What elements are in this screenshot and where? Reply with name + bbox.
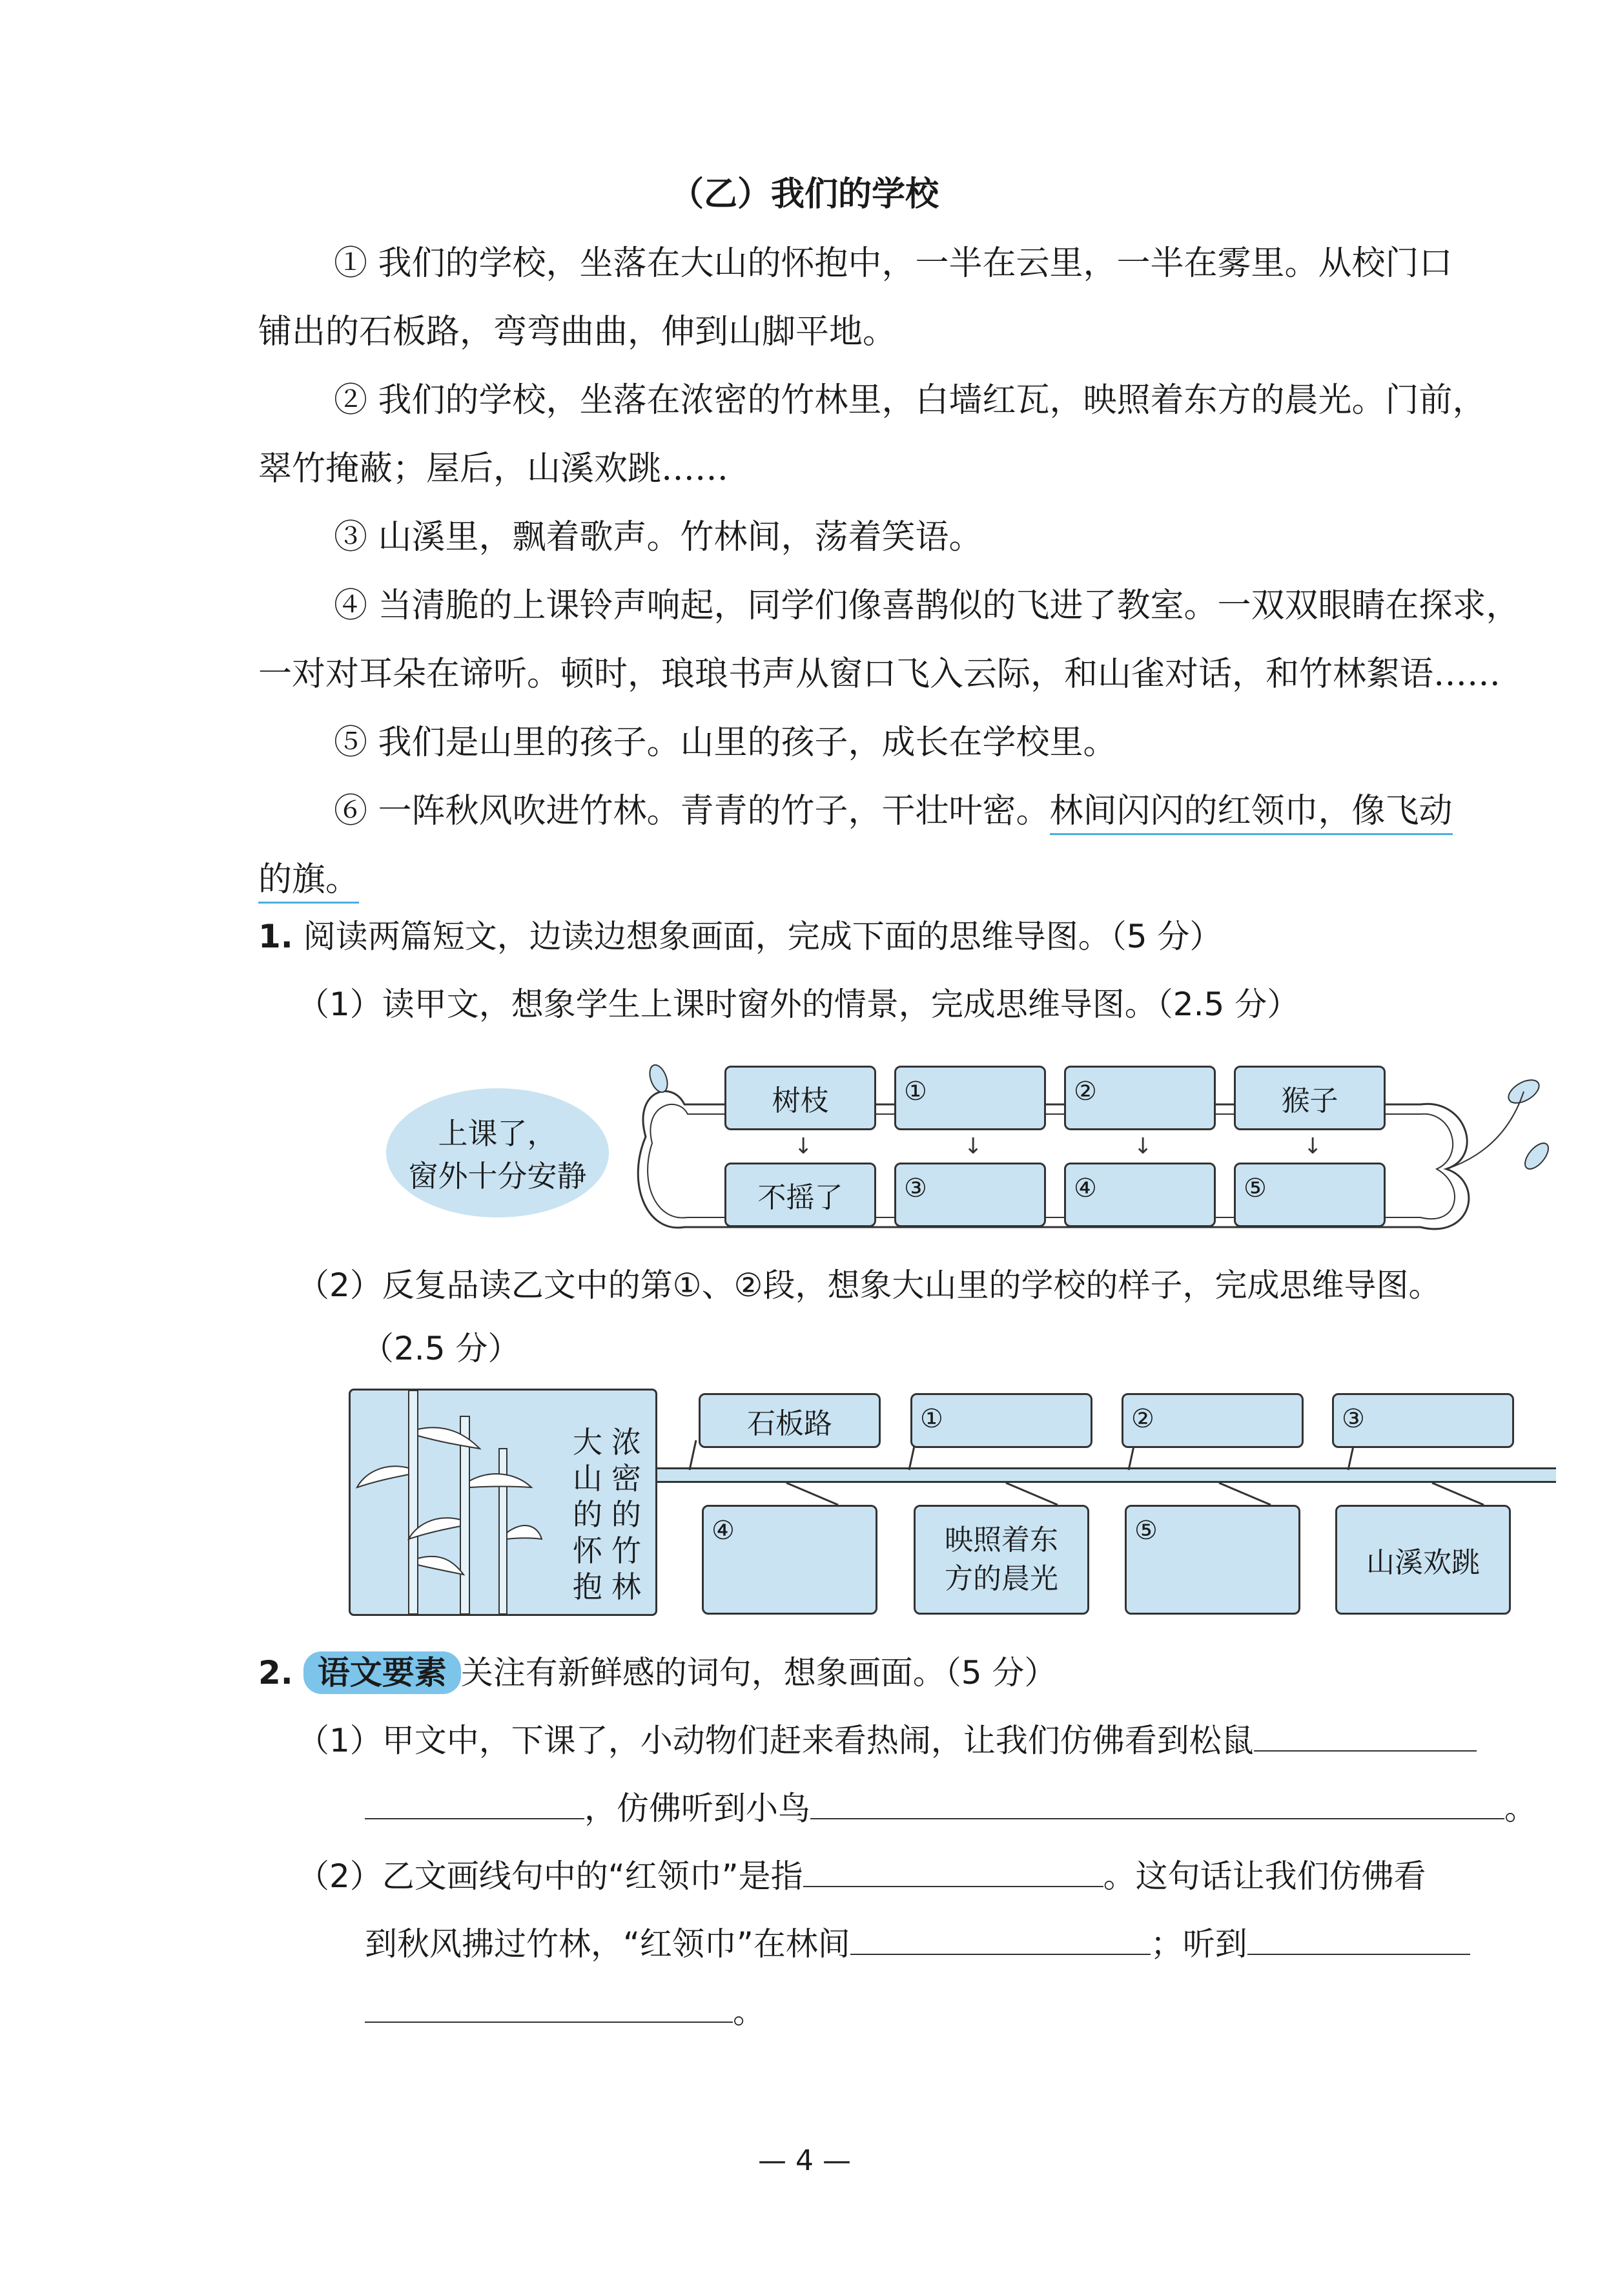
paragraph-6-line-2 <box>258 845 1543 914</box>
map1-center-line-1: 上课了， <box>438 1116 557 1151</box>
underlined-sentence-end: 的旗。 <box>258 860 359 904</box>
map1-top-node-4: 猴子 <box>1234 1066 1386 1130</box>
bamboo-illustration <box>351 1391 544 1614</box>
map1-bottom-node-3[interactable]: ④ <box>1064 1163 1216 1227</box>
question-1-sub-2-line-1: （2）反复品读乙文中的第①、②段，想象大山里的学校的样子，完成思维导图。 <box>297 1267 1441 1304</box>
paragraph-4-line-2: 一对对耳朵在谛听。顿时，琅琅书声从窗口飞入云际，和山雀对话，和竹林絮语…… <box>258 655 1501 694</box>
question-2-tag: 语文要素 <box>303 1651 461 1694</box>
paragraph-1-line-2: 铺出的石板路，弯弯曲曲，伸到山脚平地。 <box>258 313 897 351</box>
paragraph-6-plain: ⑥ 一阵秋风吹进竹林。青青的竹子，干壮叶密。 <box>334 792 1050 831</box>
map1-arrow-2: ↓ <box>964 1133 983 1159</box>
map2-bottom-node-2 <box>914 1505 1089 1615</box>
q2-sub1-text-a: （1）甲文中，下课了，小动物们赶来看热闹，让我们仿佛看到松鼠 <box>297 1722 1254 1759</box>
map2-col1-char: 的 <box>573 1497 602 1532</box>
q2-sub2-end: 。 <box>733 1993 765 2031</box>
map2-bottom-node-1[interactable]: ④ <box>702 1505 877 1615</box>
map1-bottom-node-2[interactable]: ③ <box>894 1163 1046 1227</box>
map1-top-node-3[interactable]: ② <box>1064 1066 1216 1130</box>
map1-bottom-node-4[interactable]: ⑤ <box>1234 1163 1386 1227</box>
map1-top-node-2[interactable]: ① <box>894 1066 1046 1130</box>
map1-arrow-4: ↓ <box>1304 1133 1322 1159</box>
map2-bottom-node-2-line-2: 方的晨光 <box>945 1562 1058 1595</box>
question-1-number: 1. <box>258 918 293 955</box>
map2-label-col-1 <box>571 1424 604 1605</box>
map1-bottom-node-1: 不摇了 <box>724 1163 876 1227</box>
passage-title: （乙）我们的学校 <box>670 175 939 214</box>
paragraph-5: ⑤ 我们是山里的孩子。山里的孩子，成长在学校里。 <box>334 723 1117 762</box>
map2-col1-char: 怀 <box>573 1533 602 1568</box>
map2-label-col-2 <box>610 1424 642 1605</box>
map2-bottom-node-2-line-1: 映照着东 <box>945 1524 1058 1557</box>
page-number: — 4 — <box>758 2144 851 2177</box>
paragraph-2-line-1: ② 我们的学校，坐落在浓密的竹林里，白墙红瓦，映照着东方的晨光。门前， <box>334 381 1486 420</box>
question-2 <box>258 1647 1056 1693</box>
q2-sub1-text-b: ，仿佛听到小鸟 <box>584 1790 810 1827</box>
question-2-sub-2-line-1 <box>297 1850 1537 1897</box>
q2-sub1-blank-2[interactable] <box>365 1791 584 1819</box>
map2-top-node-4[interactable]: ③ <box>1332 1393 1514 1448</box>
q2-sub1-blank-3[interactable] <box>810 1791 1504 1819</box>
q2-sub1-end: 。 <box>1504 1790 1537 1827</box>
question-2-text: 关注有新鲜感的词句，想象画面。（5 分） <box>460 1654 1057 1691</box>
paragraph-4-line-1: ④ 当清脆的上课铃声响起，同学们像喜鹊似的飞进了教室。一双双眼睛在探求， <box>334 586 1520 625</box>
question-1-sub-1: （1）读甲文，想象学生上课时窗外的情景，完成思维导图。（2.5 分） <box>297 986 1300 1023</box>
question-1-text: 阅读两篇短文，边读边想象画面，完成下面的思维导图。（5 分） <box>303 918 1222 955</box>
map2-bottom-node-3[interactable]: ⑤ <box>1125 1505 1300 1615</box>
underlined-sentence: 林间闪闪的红领巾，像飞动 <box>1050 792 1453 835</box>
map2-col1-char: 山 <box>573 1461 602 1496</box>
map2-col2-char: 林 <box>611 1569 641 1604</box>
map2-col2-char: 浓 <box>611 1425 641 1460</box>
question-1-sub-2-line-2: （2.5 分） <box>362 1330 520 1367</box>
map1-center-node <box>386 1088 609 1217</box>
q2-sub1-blank-1[interactable] <box>1254 1723 1477 1752</box>
q2-sub2-text-c: 到秋风拂过竹林，“红领巾”在林间 <box>365 1925 850 1963</box>
map2-top-node-3[interactable]: ② <box>1122 1393 1304 1448</box>
paragraph-1-line-1: ① 我们的学校，坐落在大山的怀抱中，一半在云里，一半在雾里。从校门口 <box>334 244 1453 283</box>
map1-center-line-2: 窗外十分安静 <box>408 1159 587 1194</box>
paragraph-3: ③ 山溪里，飘着歌声。竹林间，荡着笑语。 <box>334 518 983 557</box>
map1-arrow-1: ↓ <box>794 1133 813 1159</box>
question-2-sub-1-line-1 <box>297 1715 1537 1761</box>
question-2-number: 2. <box>258 1654 293 1691</box>
map1-arrow-3: ↓ <box>1134 1133 1153 1159</box>
map2-col2-char: 的 <box>611 1497 641 1532</box>
q2-sub2-blank-4[interactable] <box>365 1994 733 2023</box>
paragraph-2-line-2: 翠竹掩蔽；屋后，山溪欢跳…… <box>258 450 729 488</box>
q2-sub2-text-a: （2）乙文画线句中的“红领巾”是指 <box>297 1857 803 1895</box>
q2-sub2-blank-3[interactable] <box>1247 1927 1470 1955</box>
map2-top-node-1: 石板路 <box>699 1393 881 1448</box>
question-2-sub-2-line-2 <box>365 1918 1540 1965</box>
map2-bottom-node-4: 山溪欢跳 <box>1335 1505 1511 1615</box>
q2-sub2-blank-1[interactable] <box>803 1859 1103 1887</box>
question-1 <box>258 911 1222 957</box>
map2-col1-char: 大 <box>573 1425 602 1460</box>
q2-sub2-text-b: 。这句话让我们仿佛看 <box>1103 1857 1426 1895</box>
q2-sub2-blank-2[interactable] <box>850 1927 1151 1955</box>
question-2-sub-1-line-2 <box>365 1783 1540 1829</box>
map2-top-node-2[interactable]: ① <box>910 1393 1092 1448</box>
map2-col1-char: 抱 <box>573 1569 602 1604</box>
q2-sub2-text-d: ；听到 <box>1150 1925 1247 1963</box>
map1-top-node-1: 树枝 <box>724 1066 876 1130</box>
question-2-sub-2-line-3 <box>365 1986 1540 2032</box>
paragraph-6-line-1 <box>258 777 1543 845</box>
map2-col2-char: 密 <box>611 1461 641 1496</box>
map2-col2-char: 竹 <box>611 1533 641 1568</box>
